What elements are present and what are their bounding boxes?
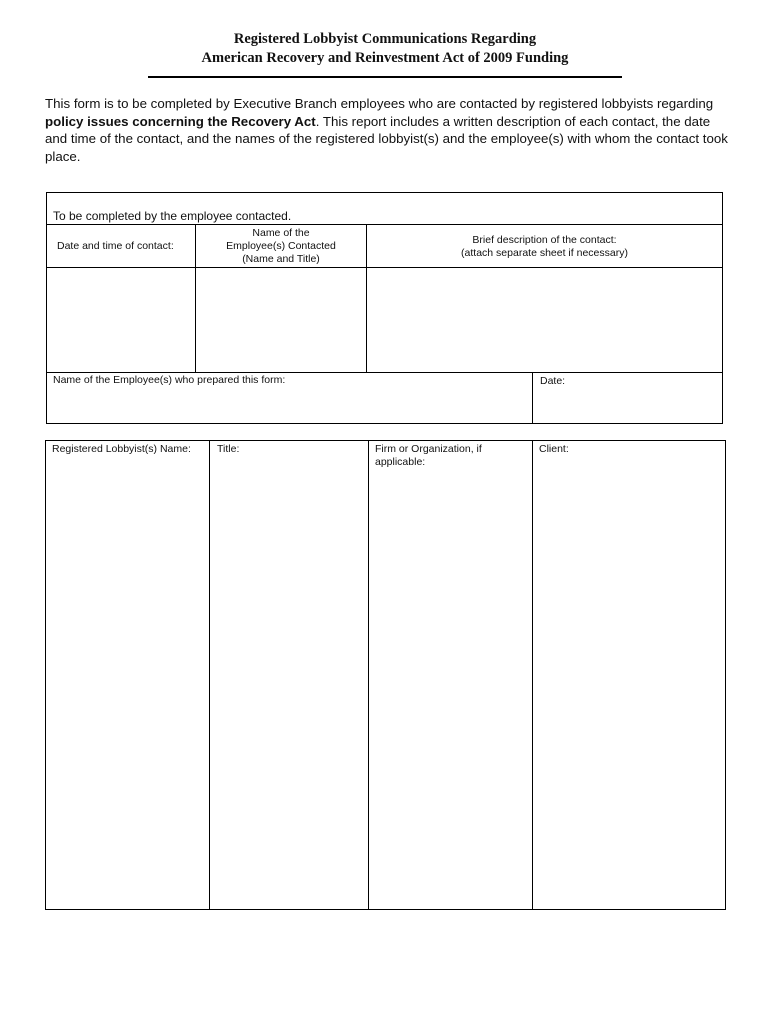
description-header (367, 234, 722, 260)
firm-header (375, 443, 482, 469)
lobbyist-title-field[interactable] (211, 471, 367, 907)
intro-text-1: This form is to be completed by Executive Branch employees who are contacted by registered lobbyists regarding (45, 96, 714, 111)
client-field[interactable] (534, 471, 724, 907)
client-header: Client: (539, 443, 569, 455)
form-title (0, 30, 770, 68)
date-field[interactable] (534, 389, 721, 422)
lobbyist-section (45, 440, 726, 910)
date-label: Date: (540, 375, 566, 387)
title-rule (148, 76, 622, 78)
form-title-line2: American Recovery and Reinvestment Act of 2009 Funding (201, 50, 569, 66)
divider (532, 441, 533, 909)
intro-paragraph (45, 95, 735, 165)
description-header-line1: Brief description of the contact: (472, 234, 617, 246)
employee-header-line1: Name of the (252, 227, 310, 239)
lobbyist-name-field[interactable] (47, 471, 208, 907)
preparer-field[interactable] (48, 389, 531, 422)
description-header-line2: (attach separate sheet if necessary) (461, 247, 628, 259)
contact-section-heading: To be completed by the employee contacted. (53, 209, 292, 223)
contact-section (46, 192, 723, 424)
firm-header-line2: applicable: (375, 456, 426, 468)
date-time-field[interactable] (48, 268, 194, 371)
divider (47, 372, 722, 373)
employee-header-line2: Employee(s) Contacted (226, 240, 336, 252)
date-time-header: Date and time of contact: (57, 240, 174, 252)
description-field[interactable] (368, 268, 721, 371)
lobbyist-title-header: Title: (217, 443, 240, 455)
employee-header-line3: (Name and Title) (242, 253, 320, 265)
firm-field[interactable] (370, 471, 531, 907)
employee-contacted-field[interactable] (197, 268, 365, 371)
divider (209, 441, 210, 909)
divider (368, 441, 369, 909)
form-title-line1: Registered Lobbyist Communications Regarding (233, 31, 537, 47)
employee-contacted-header (196, 227, 366, 266)
lobbyist-name-header: Registered Lobbyist(s) Name: (52, 443, 191, 455)
intro-text-2: . This report includes a written description of each contact, the date and time of the contact, and the names of the registered lobbyist(s) and the employee(s) with whom the contact took place. (45, 113, 728, 164)
divider (47, 224, 722, 225)
firm-header-line1: Firm or Organization, if (375, 443, 482, 455)
preparer-label: Name of the Employee(s) who prepared this form: (53, 374, 286, 386)
divider (532, 372, 533, 423)
intro-bold-text: policy issues concerning the Recovery Act (45, 113, 316, 129)
